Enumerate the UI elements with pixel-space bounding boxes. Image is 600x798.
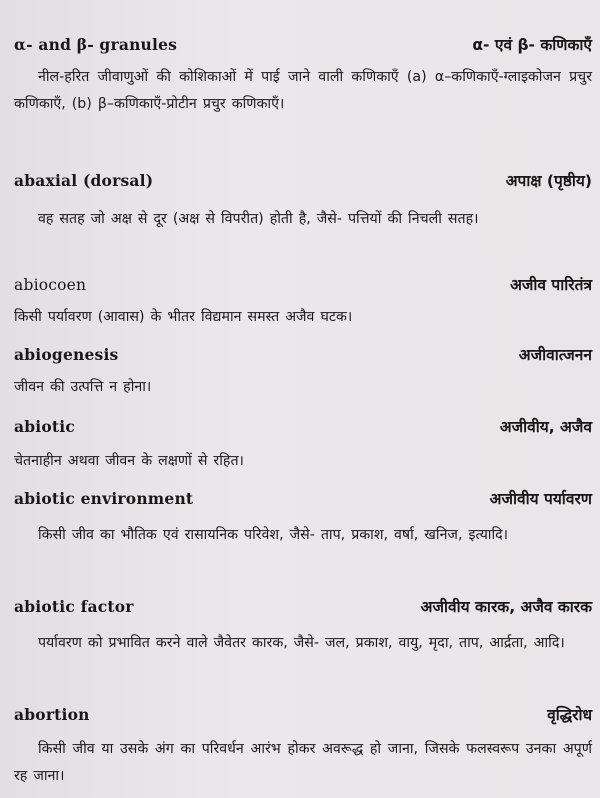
definition-text: चेतनाहीन अथवा जीवन के लक्षणों से रहित।: [14, 453, 244, 469]
entry-heading: [14, 414, 592, 440]
entry-heading: [14, 272, 592, 298]
glossary-entry: [14, 168, 592, 233]
glossary-entry: [14, 272, 592, 331]
hindi-term: अजीव पारितंत्र: [510, 276, 592, 294]
entry-heading: [14, 342, 592, 368]
hindi-term: α- एवं β- कणिकाएँ: [472, 36, 592, 54]
hindi-term: वृद्धिरोध: [547, 706, 592, 724]
english-term: abaxial (dorsal): [14, 171, 154, 190]
entry-heading: [14, 594, 592, 620]
entry-heading: [14, 168, 592, 194]
definition-text: किसी जीव या उसके अंग का परिवर्धन आरंभ होकर अवरूद्ध हो जाना, जिसके फलस्वरूप उनका अपूर्ण रह जाना।: [14, 741, 592, 784]
entry-heading: [14, 32, 592, 58]
hindi-term: अपाक्ष (पृष्ठीय): [505, 172, 592, 190]
english-term: abiotic factor: [14, 597, 134, 616]
entry-heading: [14, 702, 592, 728]
hindi-term: अजीवात्जनन: [518, 346, 592, 364]
glossary-entry: [14, 702, 592, 790]
definition-text: नील-हरित जीवाणुओं की कोशिकाओं में पाई जाने वाली कणिकाएँ (a) α–कणिकाएँ-ग्लाइकोजन प्रचुर कणिकाएँ, (b) β–कणिकाएँ-प्रोटीन प्रचुर कणिकाएँ।: [14, 69, 592, 112]
glossary-entry: [14, 414, 592, 475]
hindi-term: अजीवीय, अजैव: [499, 418, 592, 436]
definition-text: वह सतह जो अक्ष से दूर (अक्ष से विपरीत) होती है, जैसे- पत्तियों की निचली सतह।: [38, 211, 479, 227]
definition-text: किसी जीव का भौतिक एवं रासायनिक परिवेश, जैसे- ताप, प्रकाश, वर्षा, खनिज, इत्यादि।: [38, 527, 509, 543]
english-term: abortion: [14, 705, 90, 724]
english-term: abiogenesis: [14, 345, 119, 364]
definition-text: जीवन की उत्पत्ति न होना।: [14, 379, 152, 395]
entry-heading: [14, 486, 592, 512]
definition-text: पर्यावरण को प्रभावित करने वाले जैवेतर कारक, जैसे- जल, प्रकाश, वायु, मृदा, ताप, आर्द्रता, आदि।: [38, 635, 565, 651]
glossary-entry: [14, 342, 592, 401]
english-term: α- and β- granules: [14, 35, 178, 54]
english-term: abiotic: [14, 417, 75, 436]
english-term: abiocoen: [14, 276, 87, 294]
glossary-entry: [14, 594, 592, 657]
english-term: abiotic environment: [14, 489, 194, 508]
definition-text: किसी पर्यावरण (आवास) के भीतर विद्यमान समस्त अजैव घटक।: [14, 309, 353, 325]
glossary-entry: [14, 32, 592, 118]
glossary-entry: [14, 486, 592, 549]
hindi-term: अजीवीय कारक, अजैव कारक: [420, 598, 592, 616]
hindi-term: अजीवीय पर्यावरण: [489, 490, 592, 508]
